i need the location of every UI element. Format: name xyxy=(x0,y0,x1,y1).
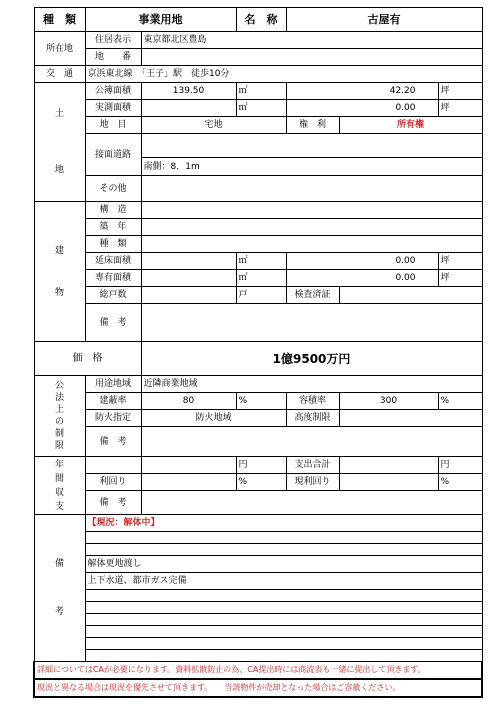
income-value xyxy=(141,457,236,474)
height-limit-label: 高度制限 xyxy=(286,410,339,427)
structure-value xyxy=(141,202,482,219)
income-remarks-value xyxy=(141,491,482,515)
road-top-cell xyxy=(141,134,482,158)
built-year-label: 築 年 xyxy=(85,219,141,236)
land-other-label: その他 xyxy=(85,176,141,202)
expense-label: 支出合計 xyxy=(286,457,339,474)
built-year-value xyxy=(141,219,482,236)
height-limit-value xyxy=(339,410,482,427)
traffic-label: 交 通 xyxy=(34,66,85,83)
name-value: 古屋有 xyxy=(286,8,482,32)
structure-label: 構 造 xyxy=(85,202,141,219)
coverage-value: 80 xyxy=(141,393,236,410)
notes-line xyxy=(85,602,482,614)
private-area-label: 専有面積 xyxy=(85,270,141,287)
traffic-value: 京浜東北線 「王子」駅 徒歩10分 xyxy=(85,66,482,83)
actual-area-label: 実測面積 xyxy=(85,100,141,117)
far-value: 300 xyxy=(339,393,438,410)
yield-value xyxy=(141,474,236,491)
building-section-label: 建 物 xyxy=(34,202,85,342)
zone-value: 近隣商業地域 xyxy=(141,376,482,393)
fire-value: 防火地域 xyxy=(141,410,286,427)
percent-unit: % xyxy=(236,474,286,491)
land-section-label: 土 地 xyxy=(34,83,85,202)
income-section-label: 年 間 収 支 xyxy=(34,457,85,515)
actual-area-tsubo: 0.00 xyxy=(286,100,438,117)
actual-yield-value xyxy=(339,474,438,491)
regulation-remarks-value xyxy=(141,427,482,457)
notes-line xyxy=(85,590,482,602)
yen-unit: 円 xyxy=(236,457,286,474)
units-unit: 戸 xyxy=(236,287,286,304)
land-category-label: 地 目 xyxy=(85,117,141,134)
floor-area-label: 延床面積 xyxy=(85,253,141,270)
sqm-unit: ㎡ xyxy=(236,270,286,287)
property-table xyxy=(33,7,483,698)
floor-area-sqm xyxy=(141,253,236,270)
notes-line-1: 解体更地渡し xyxy=(85,556,482,573)
footer-note-2: 現況と異なる場合は現況を優先させて頂きます。 当該物件が売却となった場合はご容赦ください。 xyxy=(34,679,482,697)
building-kind-label: 種 類 xyxy=(85,236,141,253)
notes-section-label: 備 考 xyxy=(34,515,85,662)
registry-area-tsubo: 42.20 xyxy=(286,83,438,100)
yield-label: 利回り xyxy=(85,474,141,491)
expense-value xyxy=(339,457,438,474)
status-note: 【現況：解体中】 xyxy=(85,515,482,532)
address-value: 東京都北区豊島 xyxy=(141,32,482,49)
private-area-sqm xyxy=(141,270,236,287)
actual-area-sqm xyxy=(141,100,236,117)
notes-line xyxy=(85,626,482,638)
property-sheet xyxy=(33,7,481,707)
inspection-label: 検査済証 xyxy=(286,287,339,304)
type-value: 事業用地 xyxy=(85,8,236,32)
notes-line xyxy=(85,650,482,662)
name-label: 名 称 xyxy=(236,8,286,32)
land-other-value xyxy=(141,176,482,202)
building-kind-value xyxy=(141,236,482,253)
price-label: 価 格 xyxy=(34,342,141,376)
percent-unit: % xyxy=(438,393,482,410)
total-units-value xyxy=(141,287,236,304)
actual-yield-label: 現利回り xyxy=(286,474,339,491)
building-remarks-value xyxy=(141,304,482,342)
notes-line xyxy=(85,638,482,650)
type-label: 種 類 xyxy=(34,8,85,32)
price-value: 1億9500万円 xyxy=(141,342,482,376)
floor-area-tsubo: 0.00 xyxy=(286,253,438,270)
location-label: 所在地 xyxy=(34,32,85,66)
regulation-remarks-label: 備 考 xyxy=(85,427,141,457)
far-label: 容積率 xyxy=(286,393,339,410)
zone-label: 用途地域 xyxy=(85,376,141,393)
lot-value xyxy=(141,49,482,66)
land-category-value: 宅地 xyxy=(141,117,286,134)
regulation-section-label: 公 法 上 の 制 限 xyxy=(34,376,85,457)
tsubo-unit: 坪 xyxy=(438,83,482,100)
private-area-tsubo: 0.00 xyxy=(286,270,438,287)
sqm-unit: ㎡ xyxy=(236,83,286,100)
address-label: 住居表示 xyxy=(85,32,141,49)
sqm-unit: ㎡ xyxy=(236,100,286,117)
registry-area-sqm: 139.50 xyxy=(141,83,236,100)
percent-unit: % xyxy=(438,474,482,491)
building-remarks-label: 備 考 xyxy=(85,304,141,342)
tsubo-unit: 坪 xyxy=(438,270,482,287)
income-remarks-label: 備 考 xyxy=(85,491,141,515)
rights-value: 所有権 xyxy=(339,117,482,134)
inspection-value xyxy=(339,287,482,304)
registry-area-label: 公簿面積 xyxy=(85,83,141,100)
footer-note-1: 詳細についてはCAが必要になります。資料拡散防止の為、CA提出時には商流表も一緒に提出して頂きます。 xyxy=(34,662,482,680)
income-blank xyxy=(85,457,141,474)
notes-line xyxy=(85,532,482,544)
yen-unit: 円 xyxy=(438,457,482,474)
tsubo-unit: 坪 xyxy=(438,100,482,117)
road-label: 接面道路 xyxy=(85,134,141,176)
notes-line xyxy=(85,614,482,626)
total-units-label: 総戸数 xyxy=(85,287,141,304)
rights-label: 権 利 xyxy=(286,117,339,134)
sqm-unit: ㎡ xyxy=(236,253,286,270)
percent-unit: % xyxy=(236,393,286,410)
tsubo-unit: 坪 xyxy=(438,253,482,270)
road-value: 南側：8．1m xyxy=(141,158,482,176)
lot-label: 地 番 xyxy=(85,49,141,66)
fire-label: 防火指定 xyxy=(85,410,141,427)
notes-line-2: 上下水道、都市ガス完備 xyxy=(85,573,482,590)
coverage-label: 建蔽率 xyxy=(85,393,141,410)
notes-line xyxy=(85,544,482,556)
